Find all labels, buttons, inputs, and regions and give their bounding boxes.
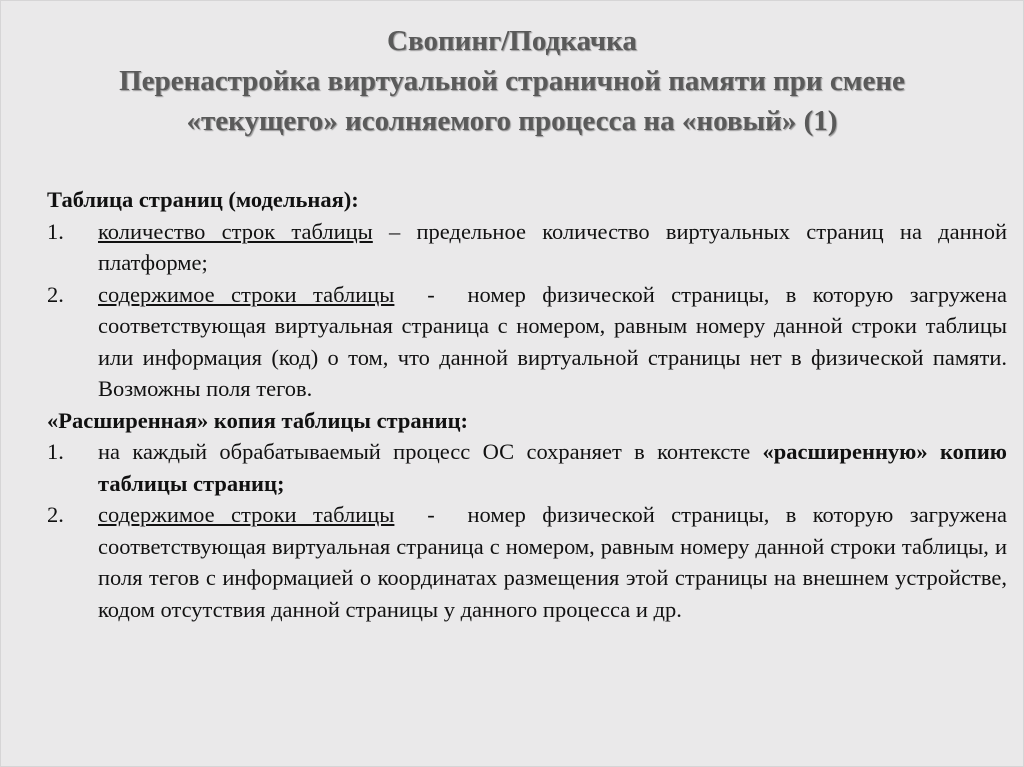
list-item — [47, 499, 1013, 625]
list-number: 2. — [47, 281, 64, 307]
section-heading-extended-copy: «Расширенная» копия таблицы страниц: — [47, 407, 469, 433]
list-text: - номер физической страницы, в которую загружена соответствующая виртуальная страница с номером, равным номеру данной строки таблицы или информация (код) о том, что данной виртуальной страницы нет в физической памяти. Возможны поля тегов. — [98, 281, 1013, 401]
list-term: содержимое строки таблицы — [98, 281, 395, 307]
list-text: на каждый обрабатываемый процесс ОС сохраняет в контексте — [98, 439, 763, 464]
title-line-2: Перенастройка виртуальной страничной памяти при смене — [119, 65, 905, 97]
section-heading-page-table: Таблица страниц (модельная): — [47, 187, 359, 212]
list-number: 1. — [47, 439, 64, 464]
list-text: – предельное количество виртуальных страниц на данной платформе; — [98, 218, 1007, 275]
slide-body — [47, 184, 1013, 625]
list-text: - номер физической страницы, в которую загружена соответствующая виртуальная страница с номером, равным номеру данной строки таблицы, и поля тегов с информацией о координатах размещения этой страницы на внешнем устройстве, кодом отсутствия данной страницы у данного процесса и др. — [98, 502, 1013, 622]
list-item — [47, 436, 1007, 499]
list-number: 1. — [47, 218, 64, 244]
title-line-3: «текущего» исолняемого процесса на «новый» (1) — [186, 105, 838, 137]
list-number: 2. — [47, 502, 64, 527]
list-term: содержимое строки таблицы — [98, 502, 395, 527]
list-item — [47, 279, 1013, 405]
slide-title — [21, 21, 1003, 141]
list-item — [47, 216, 1007, 279]
title-line-1: Свопинг/Подкачка — [387, 25, 637, 57]
list-bold-text: «расширенную» копию таблицы страниц; — [98, 439, 1007, 496]
list-term: количество строк таблицы — [98, 218, 373, 244]
